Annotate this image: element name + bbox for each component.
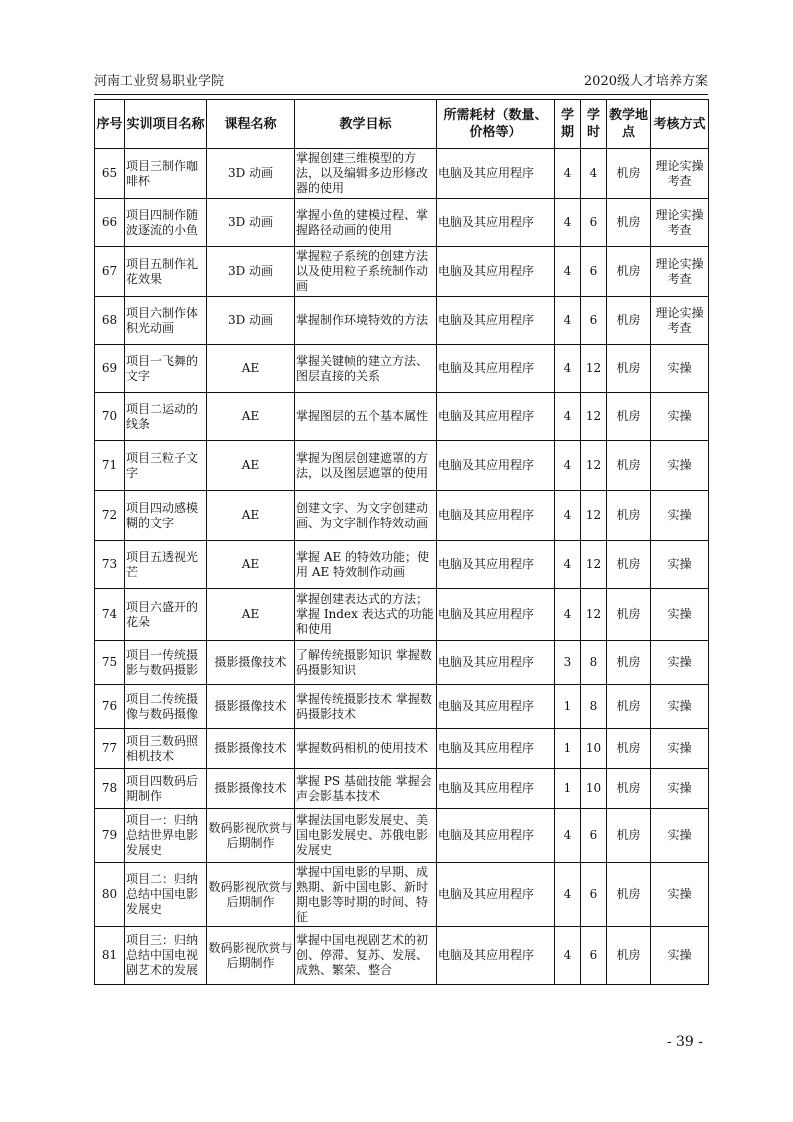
cell-exam: 实操	[651, 729, 709, 769]
cell-materials: 电脑及其应用程序	[437, 149, 555, 199]
cell-no: 71	[95, 441, 125, 491]
cell-course: AE	[207, 393, 295, 441]
cell-no: 77	[95, 729, 125, 769]
cell-project: 项目三：归纳总结中国电视剧艺术的发展	[125, 927, 207, 985]
cell-materials: 电脑及其应用程序	[437, 685, 555, 729]
cell-course: AE	[207, 441, 295, 491]
cell-place: 机房	[607, 589, 651, 641]
cell-project: 项目一传统摄影与数码摄影	[125, 641, 207, 685]
cell-hours: 12	[581, 541, 607, 589]
cell-exam: 实操	[651, 345, 709, 393]
cell-project: 项目四制作随波逐流的小鱼	[125, 199, 207, 247]
cell-course: 摄影摄像技术	[207, 729, 295, 769]
cell-materials: 电脑及其应用程序	[437, 809, 555, 863]
cell-no: 72	[95, 491, 125, 541]
table-row	[95, 199, 709, 247]
cell-exam: 实操	[651, 393, 709, 441]
cell-materials: 电脑及其应用程序	[437, 199, 555, 247]
cell-place: 机房	[607, 199, 651, 247]
cell-term: 4	[555, 541, 581, 589]
cell-term: 4	[555, 809, 581, 863]
cell-term: 4	[555, 589, 581, 641]
cell-exam: 理论实操考查	[651, 297, 709, 345]
cell-materials: 电脑及其应用程序	[437, 541, 555, 589]
cell-place: 机房	[607, 685, 651, 729]
cell-goal: 掌握创建三维模型的方法，以及编辑多边形修改器的使用	[295, 149, 437, 199]
cell-no: 74	[95, 589, 125, 641]
cell-exam: 实操	[651, 809, 709, 863]
cell-place: 机房	[607, 541, 651, 589]
table-row	[95, 247, 709, 297]
cell-course: 3D 动画	[207, 247, 295, 297]
cell-project: 项目二：归纳总结中国电影发展史	[125, 863, 207, 927]
cell-goal: 创建文字、为文字创建动画、为文字制作特效动画	[295, 491, 437, 541]
cell-course: 数码影视欣赏与后期制作	[207, 809, 295, 863]
col-header-goal: 教学目标	[295, 100, 437, 149]
cell-no: 75	[95, 641, 125, 685]
cell-term: 4	[555, 345, 581, 393]
cell-materials: 电脑及其应用程序	[437, 297, 555, 345]
table-header-row	[95, 100, 709, 149]
cell-course: AE	[207, 589, 295, 641]
cell-place: 机房	[607, 641, 651, 685]
cell-hours: 6	[581, 297, 607, 345]
cell-place: 机房	[607, 809, 651, 863]
cell-goal: 掌握中国电视剧艺术的初创、停滞、复苏、发展、成熟、繁荣、整合	[295, 927, 437, 985]
cell-goal: 掌握传统摄影技术 掌握数码摄影技术	[295, 685, 437, 729]
cell-course: 3D 动画	[207, 199, 295, 247]
cell-no: 78	[95, 769, 125, 809]
cell-goal: 掌握为图层创建遮罩的方法，以及图层遮罩的使用	[295, 441, 437, 491]
table-row	[95, 729, 709, 769]
table-row	[95, 769, 709, 809]
cell-term: 3	[555, 641, 581, 685]
cell-project: 项目一飞舞的文字	[125, 345, 207, 393]
cell-course: AE	[207, 345, 295, 393]
cell-hours: 6	[581, 927, 607, 985]
cell-hours: 6	[581, 199, 607, 247]
cell-exam: 理论实操考查	[651, 247, 709, 297]
cell-materials: 电脑及其应用程序	[437, 769, 555, 809]
cell-project: 项目二传统摄像与数码摄像	[125, 685, 207, 729]
cell-materials: 电脑及其应用程序	[437, 247, 555, 297]
cell-exam: 实操	[651, 491, 709, 541]
cell-materials: 电脑及其应用程序	[437, 927, 555, 985]
cell-materials: 电脑及其应用程序	[437, 589, 555, 641]
cell-hours: 12	[581, 441, 607, 491]
col-header-hours: 学时	[581, 100, 607, 149]
header-school-name: 河南工业贸易职业学院	[94, 74, 225, 89]
cell-no: 80	[95, 863, 125, 927]
cell-no: 65	[95, 149, 125, 199]
cell-hours: 4	[581, 149, 607, 199]
cell-exam: 实操	[651, 769, 709, 809]
cell-no: 79	[95, 809, 125, 863]
cell-materials: 电脑及其应用程序	[437, 441, 555, 491]
cell-term: 4	[555, 863, 581, 927]
cell-materials: 电脑及其应用程序	[437, 345, 555, 393]
cell-materials: 电脑及其应用程序	[437, 729, 555, 769]
cell-hours: 8	[581, 685, 607, 729]
cell-course: 3D 动画	[207, 297, 295, 345]
cell-project: 项目三制作咖啡杯	[125, 149, 207, 199]
table-row	[95, 809, 709, 863]
cell-term: 1	[555, 729, 581, 769]
cell-no: 81	[95, 927, 125, 985]
cell-no: 66	[95, 199, 125, 247]
cell-no: 69	[95, 345, 125, 393]
cell-exam: 理论实操考查	[651, 149, 709, 199]
cell-term: 4	[555, 441, 581, 491]
cell-hours: 12	[581, 491, 607, 541]
cell-goal: 掌握图层的五个基本属性	[295, 393, 437, 441]
cell-place: 机房	[607, 247, 651, 297]
cell-hours: 10	[581, 769, 607, 809]
cell-no: 68	[95, 297, 125, 345]
cell-exam: 理论实操考查	[651, 199, 709, 247]
col-header-term: 学期	[555, 100, 581, 149]
cell-project: 项目二运动的线条	[125, 393, 207, 441]
col-header-course: 课程名称	[207, 100, 295, 149]
cell-goal: 掌握小鱼的建模过程、掌握路径动画的使用	[295, 199, 437, 247]
cell-goal: 掌握创建表达式的方法；掌握 Index 表达式的功能和使用	[295, 589, 437, 641]
page-header	[94, 72, 708, 92]
cell-hours: 12	[581, 345, 607, 393]
header-document-title: 2020级人才培养方案	[583, 74, 708, 89]
col-header-exam: 考核方式	[651, 100, 709, 149]
cell-place: 机房	[607, 297, 651, 345]
table-row	[95, 297, 709, 345]
cell-no: 70	[95, 393, 125, 441]
cell-course: 摄影摄像技术	[207, 685, 295, 729]
cell-term: 4	[555, 297, 581, 345]
cell-place: 机房	[607, 393, 651, 441]
cell-goal: 掌握法国电影发展史、美国电影发展史、苏俄电影发展史	[295, 809, 437, 863]
cell-project: 项目三数码照相机技术	[125, 729, 207, 769]
cell-place: 机房	[607, 769, 651, 809]
col-header-materials: 所需耗材（数量、价格等）	[437, 100, 555, 149]
cell-place: 机房	[607, 729, 651, 769]
table-row	[95, 541, 709, 589]
cell-place: 机房	[607, 441, 651, 491]
cell-course: AE	[207, 491, 295, 541]
cell-course: AE	[207, 541, 295, 589]
cell-term: 4	[555, 927, 581, 985]
cell-project: 项目六制作体积光动画	[125, 297, 207, 345]
cell-exam: 实操	[651, 863, 709, 927]
cell-term: 4	[555, 393, 581, 441]
table-row	[95, 491, 709, 541]
cell-course: 数码影视欣赏与后期制作	[207, 863, 295, 927]
cell-place: 机房	[607, 345, 651, 393]
cell-project: 项目六盛开的花朵	[125, 589, 207, 641]
cell-exam: 实操	[651, 641, 709, 685]
cell-project: 项目五透视光芒	[125, 541, 207, 589]
header-rule	[94, 94, 708, 95]
cell-exam: 实操	[651, 441, 709, 491]
cell-exam: 实操	[651, 589, 709, 641]
cell-materials: 电脑及其应用程序	[437, 641, 555, 685]
cell-hours: 10	[581, 729, 607, 769]
table-row	[95, 927, 709, 985]
col-header-project: 实训项目名称	[125, 100, 207, 149]
table-row	[95, 685, 709, 729]
cell-goal: 掌握粒子系统的创建方法以及使用粒子系统制作动画	[295, 247, 437, 297]
cell-goal: 了解传统摄影知识 掌握数码摄影知识	[295, 641, 437, 685]
table-row	[95, 441, 709, 491]
cell-goal: 掌握 PS 基础技能 掌握会声会影基本技术	[295, 769, 437, 809]
cell-term: 4	[555, 199, 581, 247]
cell-project: 项目四数码后期制作	[125, 769, 207, 809]
cell-hours: 8	[581, 641, 607, 685]
cell-term: 4	[555, 247, 581, 297]
table-row	[95, 149, 709, 199]
cell-project: 项目三粒子文字	[125, 441, 207, 491]
cell-term: 1	[555, 769, 581, 809]
cell-materials: 电脑及其应用程序	[437, 393, 555, 441]
cell-place: 机房	[607, 149, 651, 199]
cell-place: 机房	[607, 491, 651, 541]
table-row	[95, 589, 709, 641]
cell-course: 数码影视欣赏与后期制作	[207, 927, 295, 985]
cell-no: 67	[95, 247, 125, 297]
cell-place: 机房	[607, 927, 651, 985]
cell-goal: 掌握关键帧的建立方法、图层直接的关系	[295, 345, 437, 393]
cell-hours: 12	[581, 393, 607, 441]
cell-term: 1	[555, 685, 581, 729]
cell-exam: 实操	[651, 927, 709, 985]
training-projects-table	[94, 99, 709, 985]
cell-project: 项目四动感模糊的文字	[125, 491, 207, 541]
cell-project: 项目五制作礼花效果	[125, 247, 207, 297]
cell-hours: 6	[581, 809, 607, 863]
cell-project: 项目一：归纳总结世界电影发展史	[125, 809, 207, 863]
cell-no: 73	[95, 541, 125, 589]
col-header-place: 教学地点	[607, 100, 651, 149]
page-number: - 39 -	[666, 1034, 703, 1050]
cell-goal: 掌握中国电影的早期、成熟期、新中国电影、新时期电影等时期的时间、特征	[295, 863, 437, 927]
table-row	[95, 863, 709, 927]
cell-goal: 掌握 AE 的特效功能；使用 AE 特效制作动画	[295, 541, 437, 589]
cell-materials: 电脑及其应用程序	[437, 491, 555, 541]
cell-course: 摄影摄像技术	[207, 769, 295, 809]
cell-hours: 12	[581, 589, 607, 641]
cell-materials: 电脑及其应用程序	[437, 863, 555, 927]
cell-exam: 实操	[651, 685, 709, 729]
table-row	[95, 345, 709, 393]
cell-hours: 6	[581, 247, 607, 297]
cell-term: 4	[555, 149, 581, 199]
cell-exam: 实操	[651, 541, 709, 589]
col-header-no: 序号	[95, 100, 125, 149]
cell-place: 机房	[607, 863, 651, 927]
table-row	[95, 641, 709, 685]
cell-course: 3D 动画	[207, 149, 295, 199]
cell-goal: 掌握制作环境特效的方法	[295, 297, 437, 345]
cell-term: 4	[555, 491, 581, 541]
table-row	[95, 393, 709, 441]
cell-hours: 6	[581, 863, 607, 927]
cell-course: 摄影摄像技术	[207, 641, 295, 685]
cell-no: 76	[95, 685, 125, 729]
cell-goal: 掌握数码相机的使用技术	[295, 729, 437, 769]
